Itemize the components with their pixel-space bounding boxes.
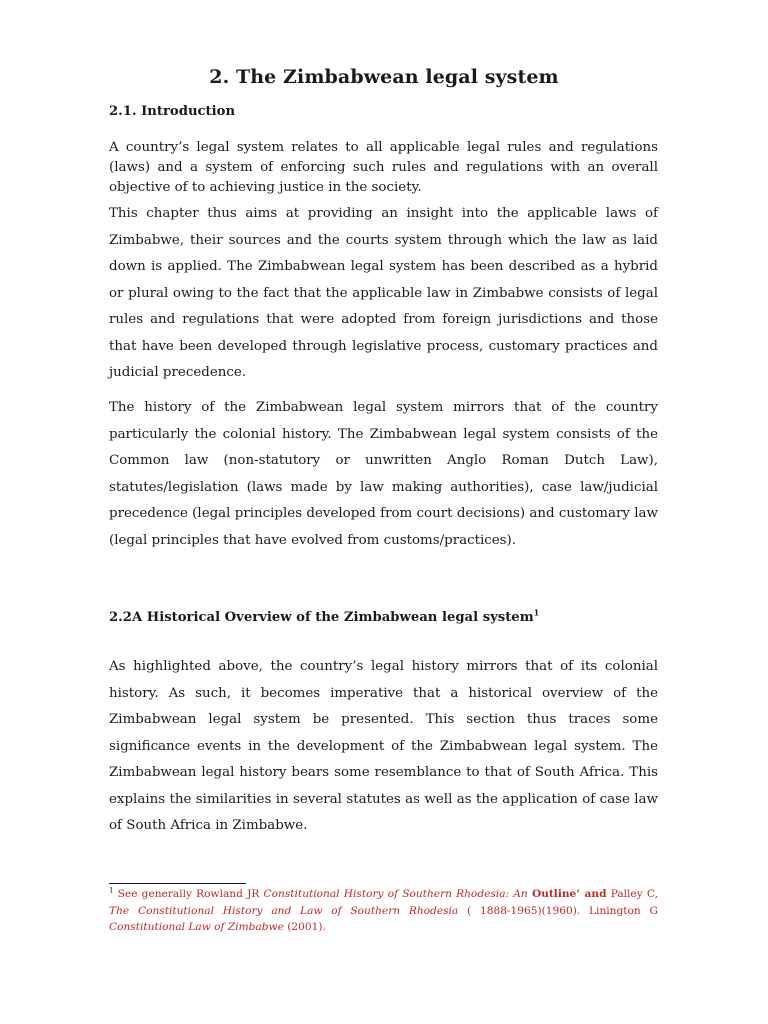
paragraph-legal-system-definition: A country’s legal system relates to all applicable legal rules and regulations (laws) and a system of enforcing such rules and regulations with an overall objective of to achieving justice in the society. — [109, 140, 658, 195]
page-title: 2. The Zimbabwean legal system — [209, 66, 559, 88]
footnote-text-2: Palley C, — [606, 888, 658, 900]
footnote-number: 1 — [109, 886, 114, 895]
footnote-bold-outline: Outline’ and — [531, 888, 607, 900]
footnote-text-1: See generally Rowland JR — [113, 888, 264, 900]
section-heading-historical-overview — [109, 607, 540, 625]
footnote-title-linington: Constitutional Law of Zimbabwe — [109, 921, 284, 933]
footnote — [109, 886, 658, 936]
footnote-reference: 1 — [533, 607, 540, 618]
footnote-text-4: (2001). — [283, 921, 326, 933]
footnote-text-3: ( 1888-1965)(1960). Linington G — [458, 904, 658, 917]
paragraph-history-overview: The history of the Zimbabwean legal system mirrors that of the country particularly the colonial history. The Zimbabwean legal system consists of the Common law (non-statutory or unwritten Anglo Roman Dutch Law), statutes/legislation (laws made by law making authorities), case law/judicial precedence (legal principles developed from court decisions) and customary law (legal principles that have evolved from customs/practices). — [109, 400, 658, 548]
paragraph-legal-history: As highlighted above, the country’s legal history mirrors that of its colonial history. As such, it becomes imperative that a historical overview of the Zimbabwean legal system be presented. This section thus traces some significance events in the development of the Zimbabwean legal system. The Zimbabwean legal history bears some resemblance to that of South Africa. This explains the similarities in several statutes as well as the application of case law of South Africa in Zimbabwe. — [109, 659, 658, 833]
footnote-title-rowland: Constitutional History of Southern Rhodesia: An — [263, 888, 532, 900]
section-heading-introduction: 2.1. Introduction — [109, 104, 236, 119]
footnote-separator — [109, 883, 246, 884]
section-heading-text: 2.2A Historical Overview of the Zimbabwean legal system — [109, 610, 534, 625]
paragraph-chapter-aims: This chapter thus aims at providing an insight into the applicable laws of Zimbabwe, their sources and the courts system through which the law as laid down is applied. The Zimbabwean legal system has been described as a hybrid or plural owing to the fact that the applicable law in Zimbabwe consists of legal rules and regulations that were adopted from foreign jurisdictions and those that have been developed through legislative process, customary practices and judicial precedence. — [109, 206, 658, 380]
footnote-title-palley: The Constitutional History and Law of Southern Rhodesia — [109, 904, 459, 917]
